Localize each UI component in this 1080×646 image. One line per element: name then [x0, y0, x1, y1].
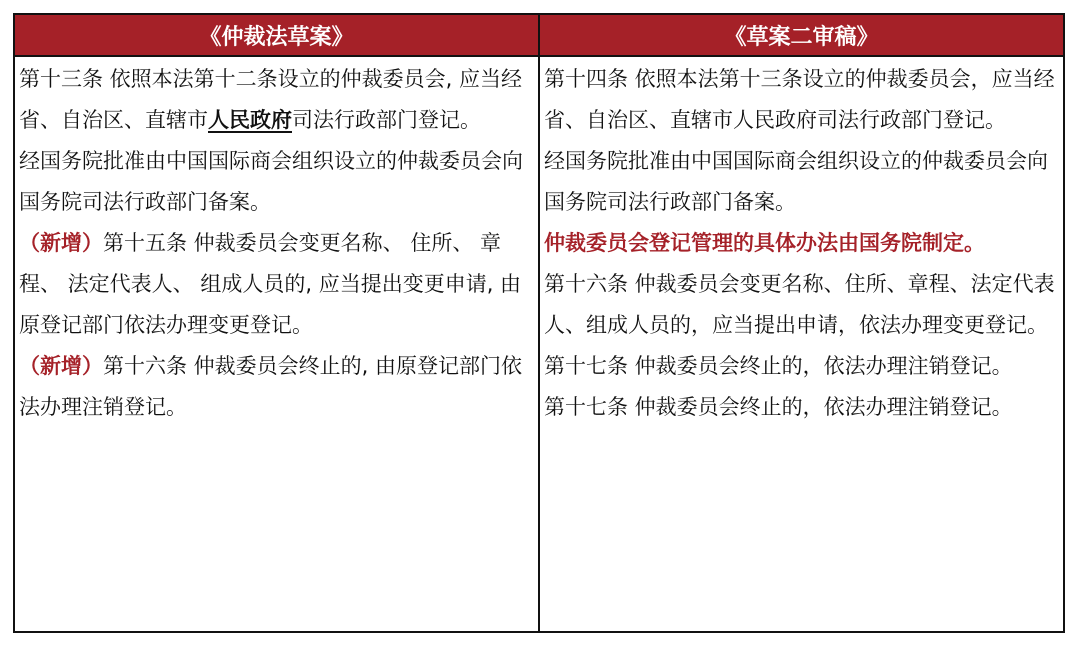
right-article-16: 第十六条 仲裁委员会变更名称、住所、章程、法定代表人、组成人员的，应当提出申请，依法办理变更登记。	[544, 272, 1055, 337]
left-filing-paragraph: 经国务院批准由中国国际商会组织设立的仲裁委员会向国务院司法行政部门备案。	[19, 149, 523, 214]
left-article-15-text: 第十五条 仲裁委员会变更名称、 住所、 章程、 法定代表人、 组成人员的, 应当提出变更申请, 由原登记部门依法办理变更登记。	[19, 231, 522, 337]
left-article-13	[19, 59, 536, 141]
header-second-review-draft: 《草案二审稿》	[724, 24, 879, 50]
left-article-13-highlight: 人民政府	[208, 108, 292, 132]
header-draft-law: 《仲裁法草案》	[15, 15, 540, 55]
comparison-table	[13, 13, 1065, 633]
new-added-tag: （新增）	[19, 231, 103, 255]
second-review-column	[540, 57, 1063, 631]
left-article-16	[19, 346, 536, 428]
left-article-15	[19, 223, 536, 346]
right-article-17-repeat: 第十七条 仲裁委员会终止的，依法办理注销登记。	[544, 395, 1013, 419]
table-body-row	[15, 57, 1063, 631]
left-article-13-before: 第十三条 依照本法第十二条设立的仲裁委员会, 应当经省、自治区、直辖市	[19, 67, 523, 132]
right-filing-paragraph: 经国务院批准由中国国际商会组织设立的仲裁委员会向国务院司法行政部门备案。	[544, 149, 1048, 214]
draft-law-column	[15, 57, 540, 631]
right-article-17: 第十七条 仲裁委员会终止的，依法办理注销登记。	[544, 354, 1013, 378]
table-header-row	[15, 15, 1063, 57]
right-new-registration-rule: 仲裁委员会登记管理的具体办法由国务院制定。	[544, 231, 985, 255]
left-article-13-after: 司法行政部门登记。	[292, 108, 481, 132]
left-article-16-text: 第十六条 仲裁委员会终止的, 由原登记部门依法办理注销登记。	[19, 354, 523, 419]
new-added-tag: （新增）	[19, 354, 103, 378]
right-article-14: 第十四条 依照本法第十三条设立的仲裁委员会，应当经省、自治区、直辖市人民政府司法行政部门登记。	[544, 67, 1055, 132]
